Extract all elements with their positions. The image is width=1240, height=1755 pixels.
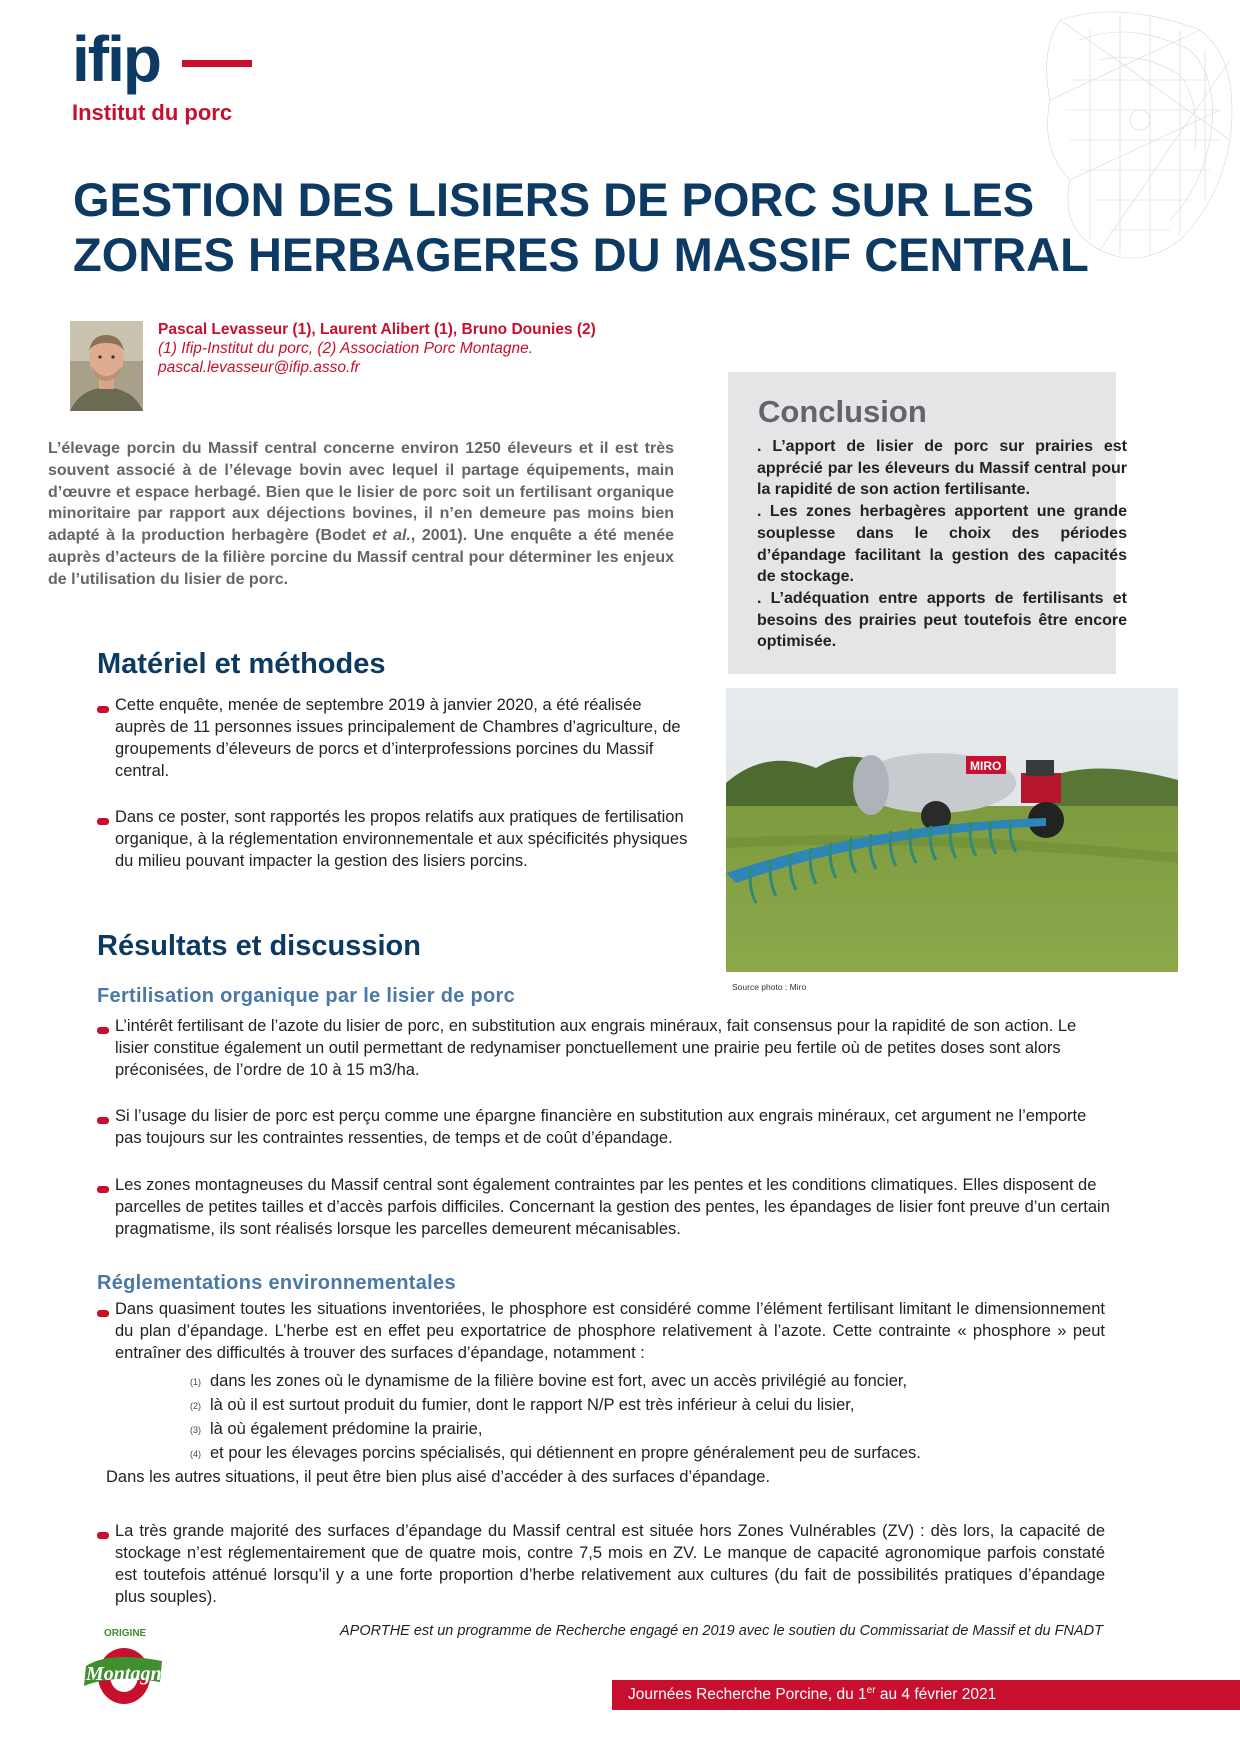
logo-red-dash xyxy=(182,60,252,67)
intro-part-2: , 2001). Une enquête a été menée auprès d’acteurs de la filière porcine du Massif central pour déterminer les enjeux de l’utilisation du lisier de porc. xyxy=(48,527,674,588)
fertilisation-bullet-3: Les zones montagneuses du Massif central sont également contraintes par les pentes et les conditions climatiques. Elles disposent de parcelles de petites tailles et d’accès parfois difficiles. Concernant la gestion des pentes, les épandages de lisier font preuve d’un certain pragmatisme, ils sont réalisés lorsque les parcelles demeurent mécanisables. xyxy=(115,1176,1110,1238)
fertilisation-bullet-1: L’intérêt fertilisant de l’azote du lisier de porc, en substitution aux engrais minéraux, fait consensus pour la rapidité de son action. Le lisier constitue également un outil permettant de redynamiser ponctuellement une prairie peu fertile où de petites doses sont alors préconisées, de l’ordre de 10 à 15 m3/ha. xyxy=(115,1017,1077,1079)
event-text-b: au 4 février 2021 xyxy=(875,1686,997,1704)
list-number: (2) xyxy=(190,1401,201,1411)
authors-block xyxy=(158,320,596,377)
numbered-item: dans les zones où le dynamisme de la filière bovine est fort, avec un accès privilégié au foncier, xyxy=(210,1372,908,1390)
badge-origine: ORIGINE xyxy=(104,1628,147,1639)
origine-montagne-logo xyxy=(64,1616,182,1708)
conclusion-item: . L’adéquation entre apports de fertilisants et besoins des prairies peut toutefois être encore optimisée. xyxy=(757,589,1127,651)
numbered-item: là où également prédomine la prairie, xyxy=(210,1420,483,1438)
author-names: Pascal Levasseur (1), Laurent Alibert (1), Bruno Dounies (2) xyxy=(158,321,596,338)
intro-part-1: L’élevage porcin du Massif central concerne environ 1250 éleveurs et il est très souvent associé à de l’élevage bovin avec lequel il partage équipements, main d’œuvre et espace herbagé. Bien que le lisier de porc soit un fertilisant organique minoritaire par rapport aux déjections bovines, il n’en demeure pas moins bien adapté à la production herbagère (Bodet xyxy=(48,440,674,545)
intro-paragraph xyxy=(48,438,674,591)
list-number: (1) xyxy=(190,1377,201,1387)
subheading-reglementations: Réglementations environnementales xyxy=(97,1272,456,1294)
title-line-2: ZONES HERBAGERES DU MASSIF CENTRAL xyxy=(73,228,1089,281)
numbered-item: et pour les élevages porcins spécialisés, qui détiennent en propre généralement peu de surfaces. xyxy=(210,1444,921,1462)
footer-event-text xyxy=(628,1685,996,1704)
intro-etal: et al. xyxy=(372,527,411,545)
bullet-marker xyxy=(97,1532,109,1539)
author-photo xyxy=(70,321,143,411)
event-text-a: Journées Recherche Porcine, du 1 xyxy=(628,1686,867,1704)
spreader-brand: MIRO xyxy=(970,759,1002,773)
conclusion-item: . L’apport de lisier de porc sur prairies est apprécié par les éleveurs du Massif central pour la rapidité de son action fertilisante. xyxy=(757,438,1127,499)
bullet-marker xyxy=(97,706,109,713)
title-line-1: GESTION DES LISIERS DE PORC SUR LES xyxy=(73,173,1035,226)
methods-bullet-1: Cette enquête, menée de septembre 2019 à janvier 2020, a été réalisée auprès de 11 personnes issues principalement de Chambres d’agriculture, de groupements d’éleveurs de porcs et d’interprofessions porcines du Massif central. xyxy=(115,696,681,780)
reglementation-bullet-2: La très grande majorité des surfaces d’épandage du Massif central est située hors Zones Vulnérables (ZV) : dès lors, la capacité de stockage n’est réglementairement que de quatre mois, contre 7,5 mois en ZV. Le manque de capacité agronomique parfois constaté est toutefois atténué lorsqu’il y a une forte proportion d’herbe relativement aux cultures (du fait de possibilités pratiques d’épandage plus souples). xyxy=(115,1522,1105,1606)
conclusion-item: . Les zones herbagères apportent une grande souplesse dans le choix des périodes d’épandage facilitant la gestion des capacités de stockage. xyxy=(757,503,1127,586)
list-number: (4) xyxy=(190,1449,201,1459)
poster-title xyxy=(73,172,1173,282)
methods-bullet-2: Dans ce poster, sont rapportés les propos relatifs aux pratiques de fertilisation organique, à la réglementation environnementale et aux spécificités physiques du milieu pouvant impacter la gestion des lisiers porcins. xyxy=(115,808,688,870)
bullet-marker xyxy=(97,1186,109,1193)
results-heading: Résultats et discussion xyxy=(97,930,421,962)
slurry-spreader-photo xyxy=(726,688,1178,972)
list-number: (3) xyxy=(190,1425,201,1435)
bullet-marker xyxy=(97,1117,109,1124)
conclusion-title: Conclusion xyxy=(758,394,927,429)
author-affiliations: (1) Ifip-Institut du porc, (2) Association Porc Montagne. xyxy=(158,340,534,357)
bullet-marker xyxy=(97,1027,109,1034)
logo-subtitle: Institut du porc xyxy=(72,100,233,125)
reglementation-bullet-1: Dans quasiment toutes les situations inventoriées, le phosphore est considéré comme l’élément fertilisant limitant le dimensionnement du plan d’épandage. L’herbe est en effet peu exportatrice de phosphore relativement à l’azote. Cette contrainte « phosphore » peut entraîner des difficultés à trouver des surfaces d’épandage, notamment : xyxy=(115,1300,1105,1362)
badge-montagne: Montagne xyxy=(86,1663,171,1685)
event-sup: er xyxy=(866,1685,876,1696)
subheading-fertilisation: Fertilisation organique par le lisier de porc xyxy=(97,985,516,1007)
fertilisation-bullet-2: Si l’usage du lisier de porc est perçu comme une épargne financière en substitution aux engrais minéraux, cet argument ne l’emporte pas toujours sur les contraintes ressenties, de temps et de coût d’épandage. xyxy=(115,1107,1087,1147)
author-email[interactable]: pascal.levasseur@ifip.asso.fr xyxy=(158,359,360,376)
bullet-marker xyxy=(97,818,109,825)
aporthe-funding-note: APORTHE est un programme de Recherche engagé en 2019 avec le soutien du Commissariat de Massif et du FNADT xyxy=(340,1623,1103,1639)
ifip-logo-text: ifip xyxy=(72,23,160,95)
methods-heading: Matériel et méthodes xyxy=(97,648,386,680)
other-situations-text: Dans les autres situations, il peut être bien plus aisé d’accéder à des surfaces d’épandage. xyxy=(106,1468,771,1486)
photo-credit: Source photo : Miro xyxy=(732,982,807,992)
conclusion-text xyxy=(757,436,1127,653)
bullet-marker xyxy=(97,1310,109,1317)
numbered-item: là où il est surtout produit du fumier, dont le rapport N/P est très inférieur à celui du lisier, xyxy=(210,1396,855,1414)
